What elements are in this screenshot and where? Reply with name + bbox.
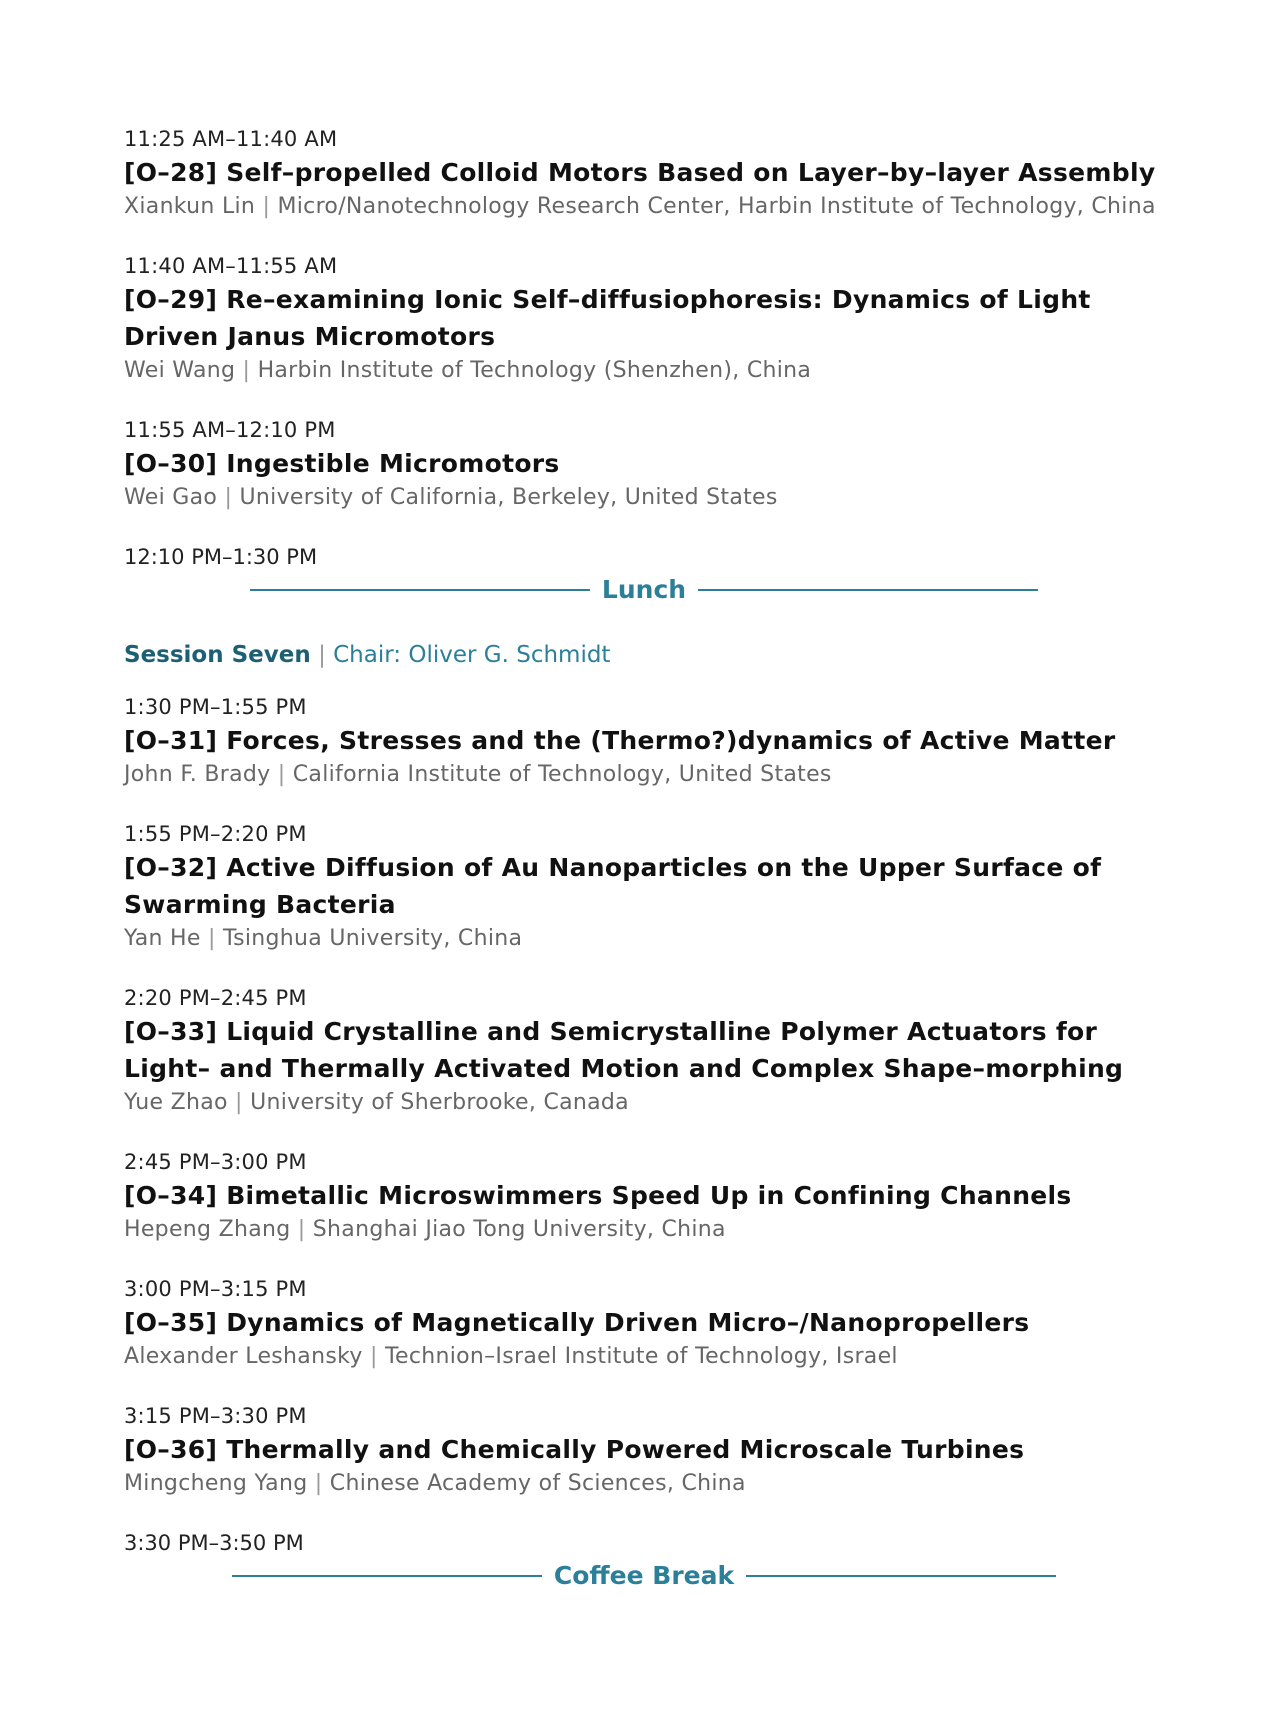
talk-title: [O–32] Active Diffusion of Au Nanoparticles on the Upper Surface of Swarming Bacteria [124,853,1102,919]
lunch-break [124,542,1164,608]
talk-item [124,1401,1164,1500]
talk-time: 2:20 PM–2:45 PM [124,986,307,1010]
divider-line-right [698,589,1038,591]
talk-speaker: Yan He | Tsinghua University, China [124,926,523,951]
speaker-affiliation: Chinese Academy of Sciences, China [329,1471,746,1496]
talk-speaker: John F. Brady | California Institute of Technology, United States [124,762,832,787]
talk-item [124,251,1164,387]
divider-line-left [250,589,590,591]
divider-line-right [746,1575,1056,1577]
lunch-divider [124,572,1164,608]
program-page [124,124,1164,1594]
speaker-name: Mingcheng Yang [124,1471,308,1496]
speaker-affiliation: Tsinghua University, China [223,926,523,951]
speaker-name: Wei Gao [124,485,218,510]
talk-item [124,124,1164,223]
coffee-time: 3:30 PM–3:50 PM [124,1531,304,1555]
session-separator: | [318,642,326,668]
session-chair: Chair: Oliver G. Schmidt [333,642,611,668]
speaker-name: Xiankun Lin [124,194,256,219]
talk-time: 11:40 AM–11:55 AM [124,254,338,278]
speaker-affiliation: Technion–Israel Institute of Technology, Israel [384,1344,898,1369]
speaker-affiliation: Harbin Institute of Technology (Shenzhen), China [257,358,812,383]
speaker-name: Hepeng Zhang [124,1217,291,1242]
talk-speaker: Mingcheng Yang | Chinese Academy of Sciences, China [124,1471,746,1496]
talk-time: 3:15 PM–3:30 PM [124,1404,307,1428]
talk-speaker: Alexander Leshansky | Technion–Israel Institute of Technology, Israel [124,1344,898,1369]
talk-speaker: Yue Zhao | University of Sherbrooke, Canada [124,1090,629,1115]
talk-time: 3:00 PM–3:15 PM [124,1277,307,1301]
talk-item [124,1274,1164,1373]
speaker-affiliation: University of Sherbrooke, Canada [250,1090,629,1115]
speaker-affiliation: California Institute of Technology, United States [292,762,832,787]
talk-item [124,1147,1164,1246]
talk-time: 11:55 AM–12:10 PM [124,418,336,442]
talk-speaker: Wei Wang | Harbin Institute of Technology (Shenzhen), China [124,358,812,383]
speaker-name: Yue Zhao [124,1090,228,1115]
talk-item [124,692,1164,791]
talk-speaker: Wei Gao | University of California, Berkeley, United States [124,485,778,510]
speaker-affiliation: University of California, Berkeley, United States [239,485,778,510]
lunch-time: 12:10 PM–1:30 PM [124,545,318,569]
session-name: Session Seven [124,642,311,668]
speaker-name: Wei Wang [124,358,236,383]
talk-title: [O–36] Thermally and Chemically Powered Microscale Turbines [124,1435,1025,1464]
speaker-affiliation: Shanghai Jiao Tong University, China [312,1217,726,1242]
talk-title: [O–29] Re–examining Ionic Self–diffusiophoresis: Dynamics of Light Driven Janus Micromotors [124,285,1091,351]
talk-speaker: Xiankun Lin | Micro/Nanotechnology Research Center, Harbin Institute of Technology, China [124,194,1156,219]
talk-title: [O–33] Liquid Crystalline and Semicrystalline Polymer Actuators for Light– and Thermally Activated Motion and Complex Shape–morphing [124,1017,1124,1083]
talk-item [124,415,1164,514]
talk-title: [O–35] Dynamics of Magnetically Driven Micro–/Nanopropellers [124,1308,1030,1337]
talk-title: [O–28] Self–propelled Colloid Motors Based on Layer–by–layer Assembly [124,158,1156,187]
coffee-break [124,1528,1164,1594]
divider-line-left [232,1575,542,1577]
coffee-divider [124,1558,1164,1594]
speaker-name: Alexander Leshansky [124,1344,363,1369]
talk-time: 1:30 PM–1:55 PM [124,695,307,719]
talk-title: [O–30] Ingestible Micromotors [124,449,560,478]
session-header [124,638,1164,672]
talk-title: [O–31] Forces, Stresses and the (Thermo?)dynamics of Active Matter [124,726,1116,755]
talk-title: [O–34] Bimetallic Microswimmers Speed Up in Confining Channels [124,1181,1072,1210]
talk-time: 2:45 PM–3:00 PM [124,1150,307,1174]
speaker-name: John F. Brady [124,762,271,787]
speaker-name: Yan He [124,926,201,951]
talk-time: 11:25 AM–11:40 AM [124,127,338,151]
speaker-affiliation: Micro/Nanotechnology Research Center, Harbin Institute of Technology, China [277,194,1156,219]
lunch-label: Lunch [601,575,687,604]
talk-item [124,983,1164,1119]
coffee-label: Coffee Break [553,1561,735,1590]
talk-time: 1:55 PM–2:20 PM [124,822,307,846]
talk-speaker: Hepeng Zhang | Shanghai Jiao Tong University, China [124,1217,726,1242]
talk-item [124,819,1164,955]
